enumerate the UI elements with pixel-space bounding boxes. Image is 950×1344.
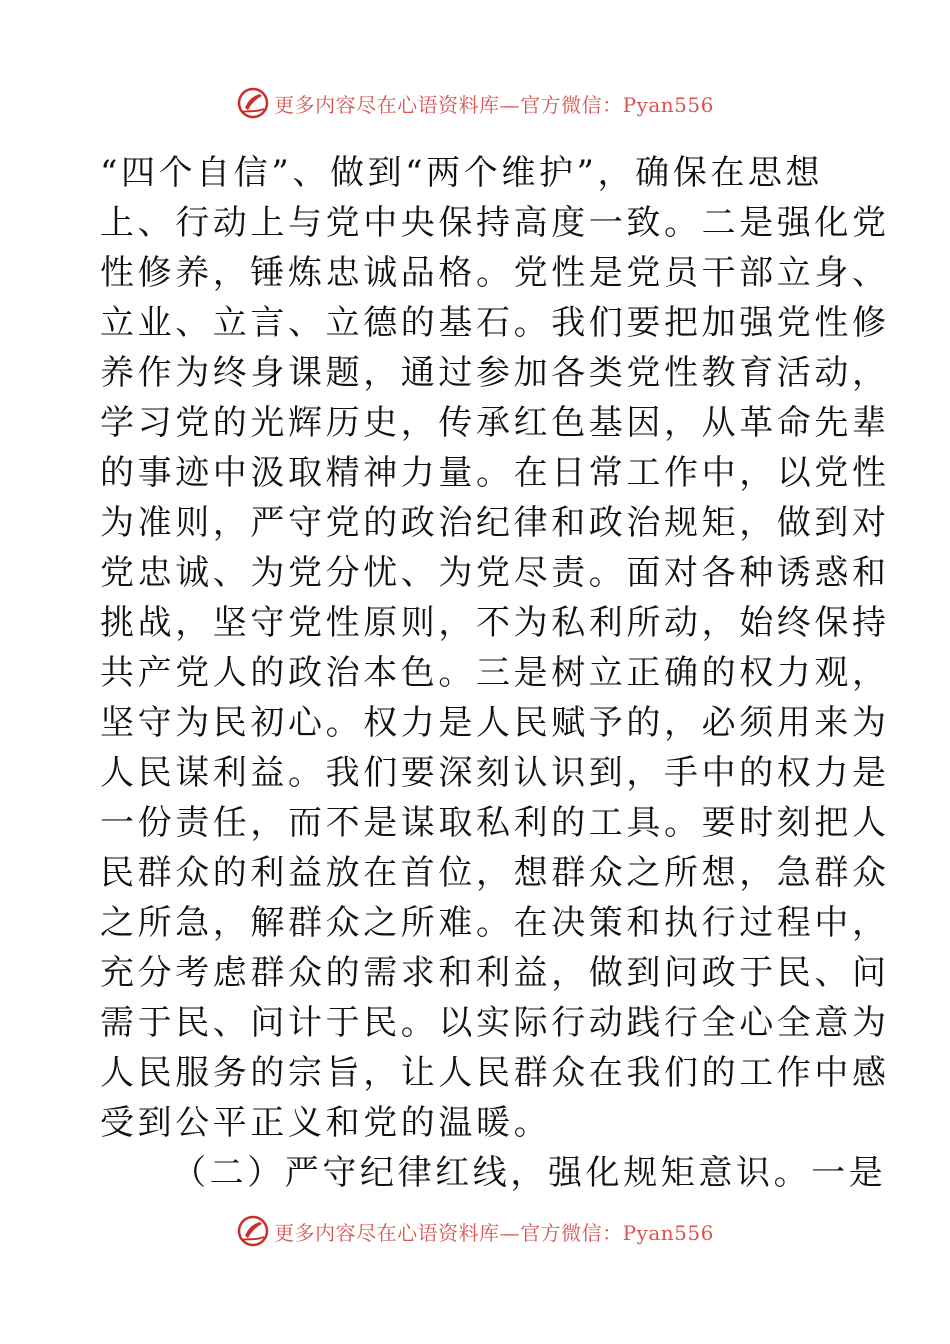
body-line: 之所急，解群众之所难。在决策和执行过程中， [100, 903, 890, 943]
body-line: 立业、立言、立德的基石。我们要把加强党性修 [100, 303, 890, 343]
body-line: 坚守为民初心。权力是人民赋予的，必须用来为 [100, 703, 890, 743]
body-line: “四个自信”、做到“两个维护”，确保在思想 [100, 153, 824, 193]
header-banner-text: 更多内容尽在心语资料库—官方微信：Pyan556 [274, 92, 714, 117]
body-line: 共产党人的政治本色。三是树立正确的权力观， [100, 653, 890, 693]
body-line: 党忠诚、为党分忧、为党尽责。面对各种诱惑和 [100, 553, 890, 593]
section-heading-line: （二）严守纪律红线，强化规矩意识。一是 [172, 1153, 887, 1193]
header-banner [0, 83, 950, 123]
signature-pen-logo-icon [236, 86, 270, 120]
body-line: 的事迹中汲取精神力量。在日常工作中，以党性 [100, 453, 890, 493]
body-line: 需于民、问计于民。以实际行动践行全心全意为 [100, 1003, 890, 1043]
body-line: 挑战，坚守党性原则，不为私利所动，始终保持 [100, 603, 890, 643]
body-line: 人民服务的宗旨，让人民群众在我们的工作中感 [100, 1053, 890, 1093]
body-line: 性修养，锤炼忠诚品格。党性是党员干部立身、 [100, 253, 890, 293]
signature-pen-logo-icon [236, 1214, 270, 1248]
body-line: 一份责任，而不是谋取私利的工具。要时刻把人 [100, 803, 890, 843]
body-line: 为准则，严守党的政治纪律和政治规矩，做到对 [100, 503, 890, 543]
body-line: 上、行动上与党中央保持高度一致。二是强化党 [100, 203, 890, 243]
body-line: 养作为终身课题，通过参加各类党性教育活动， [100, 353, 890, 393]
body-line: 受到公平正义和党的温暖。 [100, 1103, 552, 1143]
footer-banner-text: 更多内容尽在心语资料库—官方微信：Pyan556 [274, 1220, 714, 1245]
body-line: 人民谋利益。我们要深刻认识到，手中的权力是 [100, 753, 890, 793]
body-line: 民群众的利益放在首位，想群众之所想，急群众 [100, 853, 890, 893]
body-line: 充分考虑群众的需求和利益，做到问政于民、问 [100, 953, 890, 993]
footer-banner [0, 1211, 950, 1251]
document-body [100, 148, 890, 1198]
body-line: 学习党的光辉历史，传承红色基因，从革命先辈 [100, 403, 890, 443]
